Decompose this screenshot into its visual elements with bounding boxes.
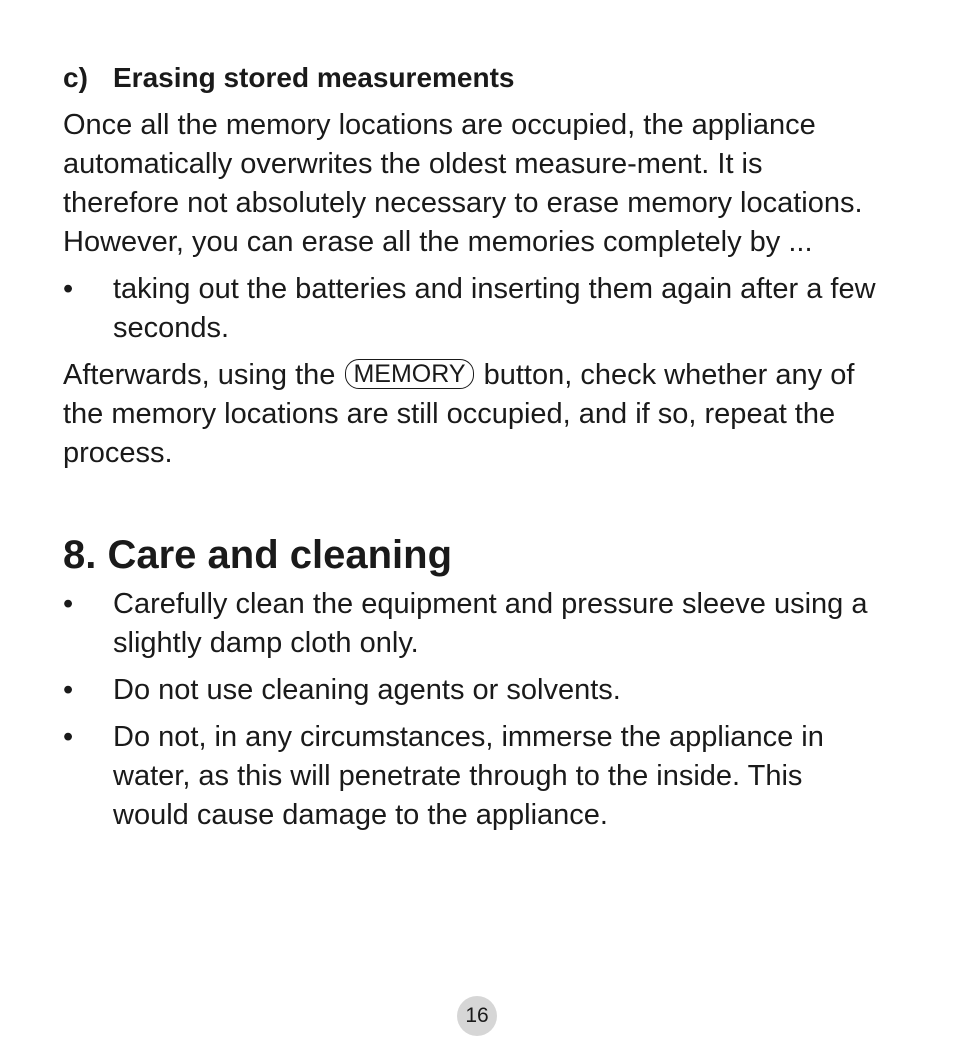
section-8-bullet-list [63,585,883,835]
list-item [63,671,883,710]
memory-button-symbol: MEMORY [345,359,473,389]
list-item [63,718,883,835]
section-8-title: 8. Care and cleaning [63,533,453,577]
section-c-marker: c) [63,62,88,93]
afterwards-text-before: Afterwards, using the [63,359,336,391]
bullet-icon: • [63,273,74,305]
bullet-icon: • [63,674,74,706]
bullet-icon: • [63,588,74,620]
section-c-afterwards [63,356,883,473]
list-item-text: taking out the batteries and inserting them again after a few seconds. [113,273,876,344]
section-c-title: Erasing stored measurements [113,62,515,93]
list-item-text: Do not, in any circumstances, immerse the appliance in water, as this will penetrate through to the inside. This would cause damage to the appliance. [113,721,824,831]
list-item-text: Carefully clean the equipment and pressure sleeve using a slightly damp cloth only. [113,588,868,659]
list-item [63,585,883,663]
afterwards-text-after: button, check whether any of the memory locations are still occupied, and if so, repeat the process. [63,359,855,469]
section-c-bullet-list [63,270,883,348]
list-item-text: Do not use cleaning agents or solvents. [113,674,621,706]
section-c-heading [63,58,883,98]
list-item [63,270,883,348]
section-c-intro: Once all the memory locations are occupied, the appliance automatically overwrites the oldest measure-ment. It is therefore not absolutely necessary to erase memory locations. However, you can erase all the memories completely by ... [63,109,863,258]
bullet-icon: • [63,721,74,753]
manual-page [63,58,883,843]
page-number-badge: 16 [457,996,497,1036]
